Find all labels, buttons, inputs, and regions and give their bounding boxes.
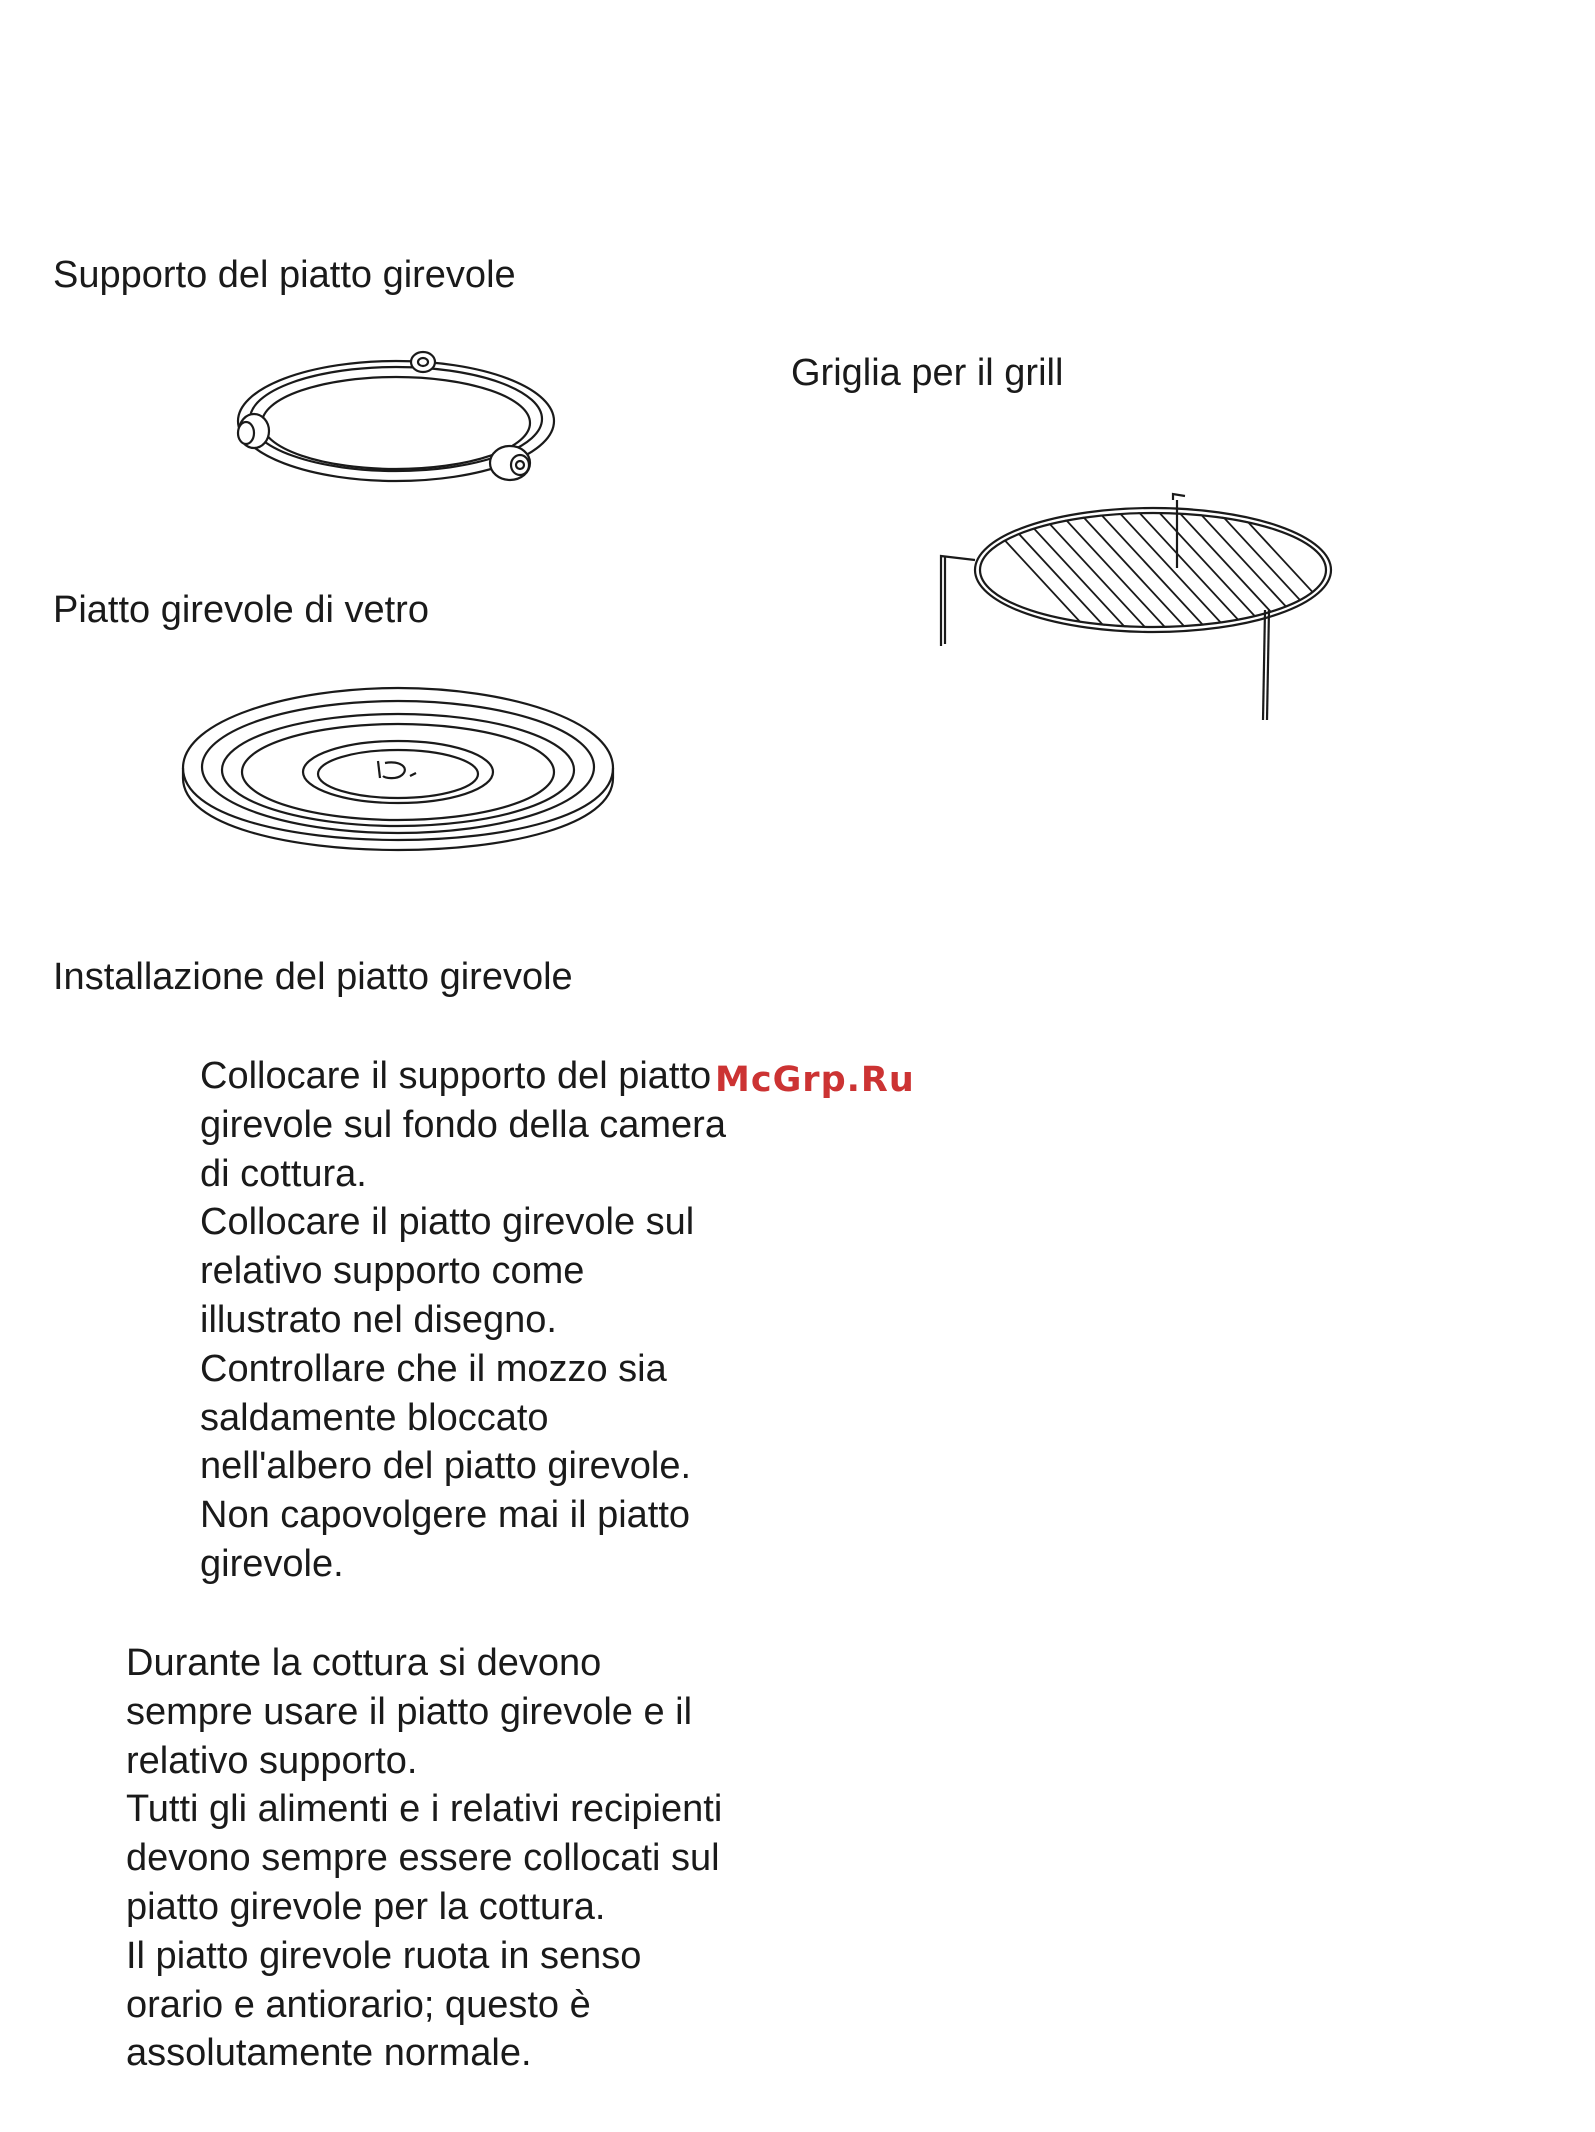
installation-steps: Collocare il supporto del piatto girevole sul fondo della camera di cottura. Collocare il piatto girevole sul relativo supporto come illustrato nel disegno. Controllare che il mozzo sia saldamente bloccato nell'albero del piatto girevole. Non capovolgere mai il piatto girevole.	[200, 1055, 726, 1585]
cooking-notes: Durante la cottura si devono sempre usare il piatto girevole e il relativo supporto. Tutti gli alimenti e i relativi recipienti devono sempre essere collocati sul piatto girevole per la cottura. Il piatto girevole ruota in senso orario e antiorario; questo è assolutamente normale.	[126, 1642, 723, 2075]
watermark: McGrp.Ru	[715, 1060, 915, 1100]
grill-rack-illustration	[935, 488, 1335, 728]
turntable-support-illustration	[230, 345, 570, 495]
grill-rack-heading: Griglia per il grill	[791, 352, 1064, 394]
glass-turntable-heading: Piatto girevole di vetro	[53, 589, 429, 631]
installation-heading: Installazione del piatto girevole	[53, 956, 573, 998]
glass-turntable-illustration	[180, 680, 620, 855]
turntable-support-heading: Supporto del piatto girevole	[53, 254, 516, 296]
